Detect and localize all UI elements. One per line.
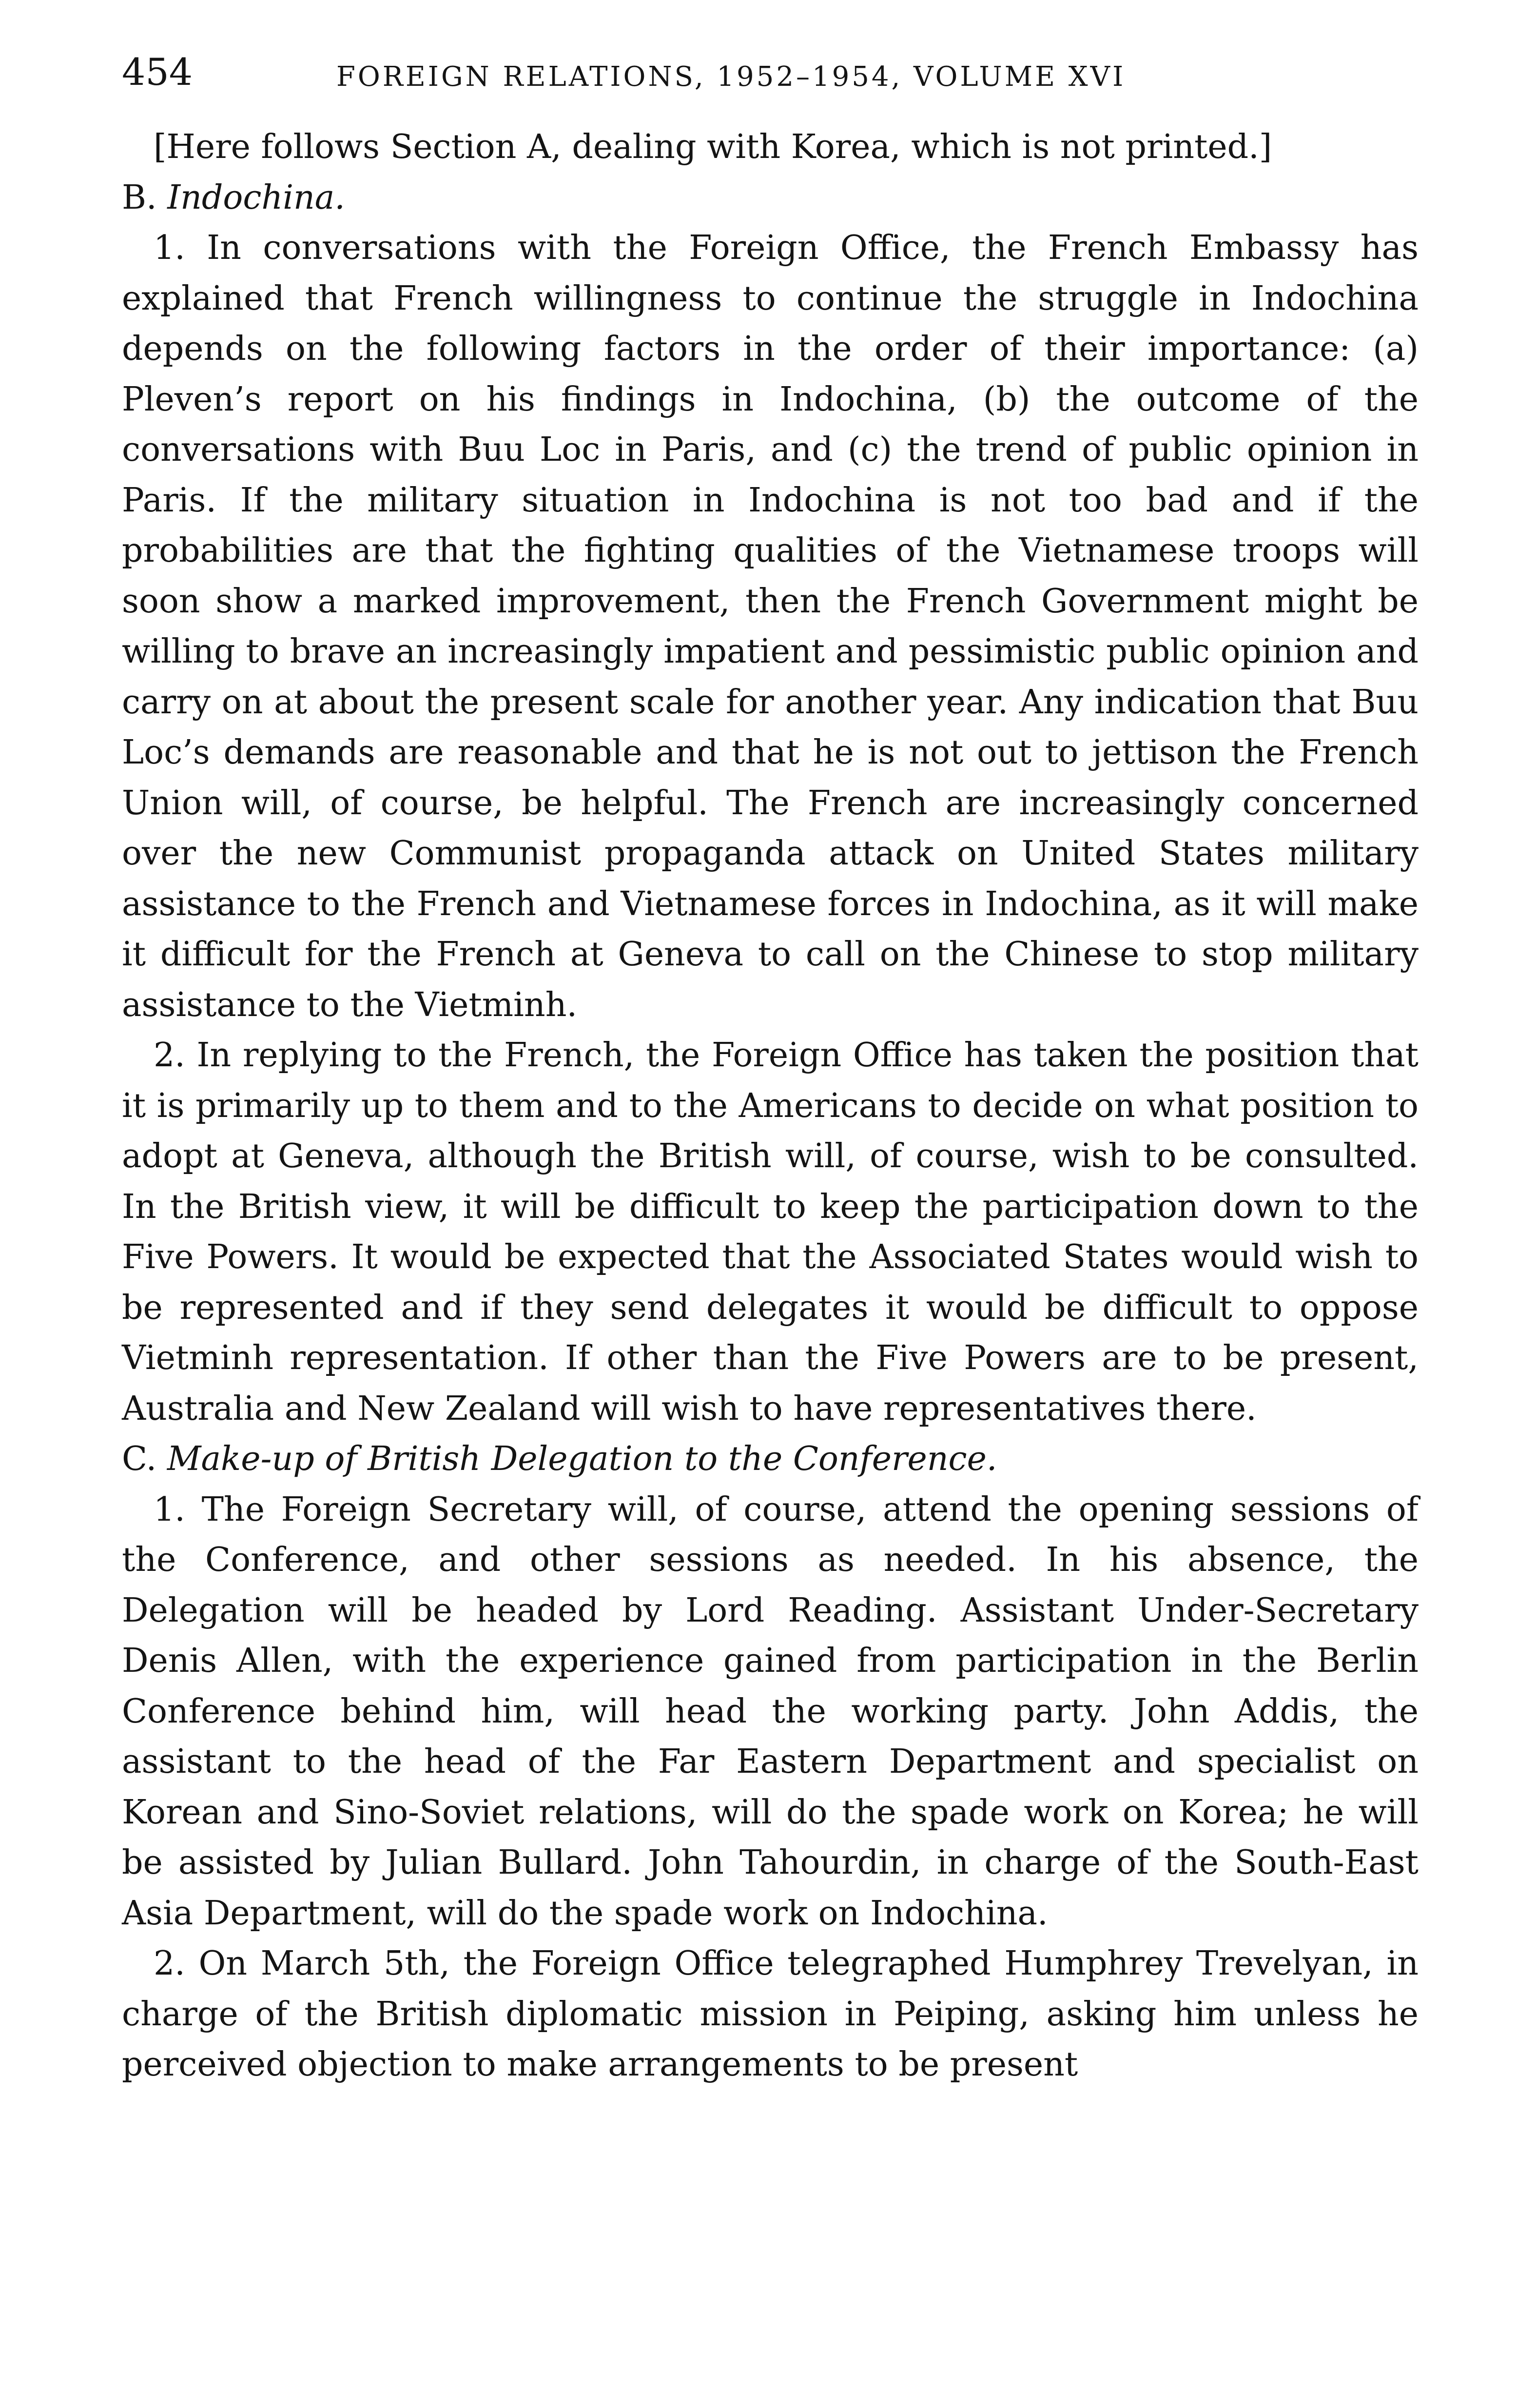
document-page <box>122 49 1419 2090</box>
editorial-note: [Here follows Section A, dealing with Korea, which is not printed.] <box>154 128 1272 166</box>
section-letter: C. <box>122 1440 157 1478</box>
section-title: Indochina. <box>167 178 345 217</box>
section-letter: B. <box>122 178 157 217</box>
section-heading-c <box>122 1434 1419 1485</box>
paragraph: 2. In replying to the French, the Foreign Office has taken the position that it is primarily up to them and to the Americans to decide on what position to adopt at Geneva, although the British will, of course, wish to be consulted. In the British view, it will be difficult to keep the participation down to the Five Powers. It would be expected that the Associated States would wish to be represented and if they send delegates it would be difficult to oppose Vietminh representation. If other than the Five Powers are to be present, Australia and New Zealand will wish to have representatives there. <box>122 1036 1419 1428</box>
paragraph: 1. The Foreign Secretary will, of course, attend the opening sessions of the Conference, and other sessions as needed. In his absence, the Delegation will be headed by Lord Reading. Assistant Under-Secretary Denis Allen, with the experience gained from participation in the Berlin Conference behind him, will head the working party. John Addis, the assistant to the head of the Far Eastern Department and specialist on Korean and Sino-Soviet relations, will do the spade work on Korea; he will be assisted by Julian Bullard. John Tahourdin, in charge of the South-East Asia Department, will do the spade work on Indochina. <box>122 1490 1419 1933</box>
section-heading-b <box>122 173 1419 223</box>
section-title: Make-up of British Delegation to the Conference. <box>167 1440 997 1478</box>
page-number: 454 <box>122 50 193 94</box>
running-head: FOREIGN RELATIONS, 1952–1954, VOLUME XVI <box>336 61 1126 93</box>
body-text <box>122 122 1419 2090</box>
page-header <box>122 49 1419 122</box>
paragraph: 1. In conversations with the Foreign Office, the French Embassy has explained that French willingness to continue the struggle in Indochina depends on the following factors in the order of their importance: (a) Pleven’s report on his findings in Indochina, (b) the outcome of the conversations with Buu Loc in Paris, and (c) the trend of public opinion in Paris. If the military situation in Indochina is not too bad and if the probabilities are that the fighting qualities of the Vietnamese troops will soon show a marked improvement, then the French Government might be willing to brave an increasingly impatient and pessimistic public opinion and carry on at about the present scale for another year. Any indication that Buu Loc’s demands are reasonable and that he is not out to jettison the French Union will, of course, be helpful. The French are increasingly concerned over the new Communist propaganda attack on United States military assistance to the French and Vietnamese forces in Indochina, as it will make it difficult for the French at Geneva to call on the Chinese to stop military assistance to the Vietminh. <box>122 229 1419 1024</box>
paragraph: 2. On March 5th, the Foreign Office telegraphed Humphrey Trevelyan, in charge of the British diplomatic mission in Peiping, asking him unless he perceived objection to make arrangements to be present <box>122 1944 1419 2084</box>
